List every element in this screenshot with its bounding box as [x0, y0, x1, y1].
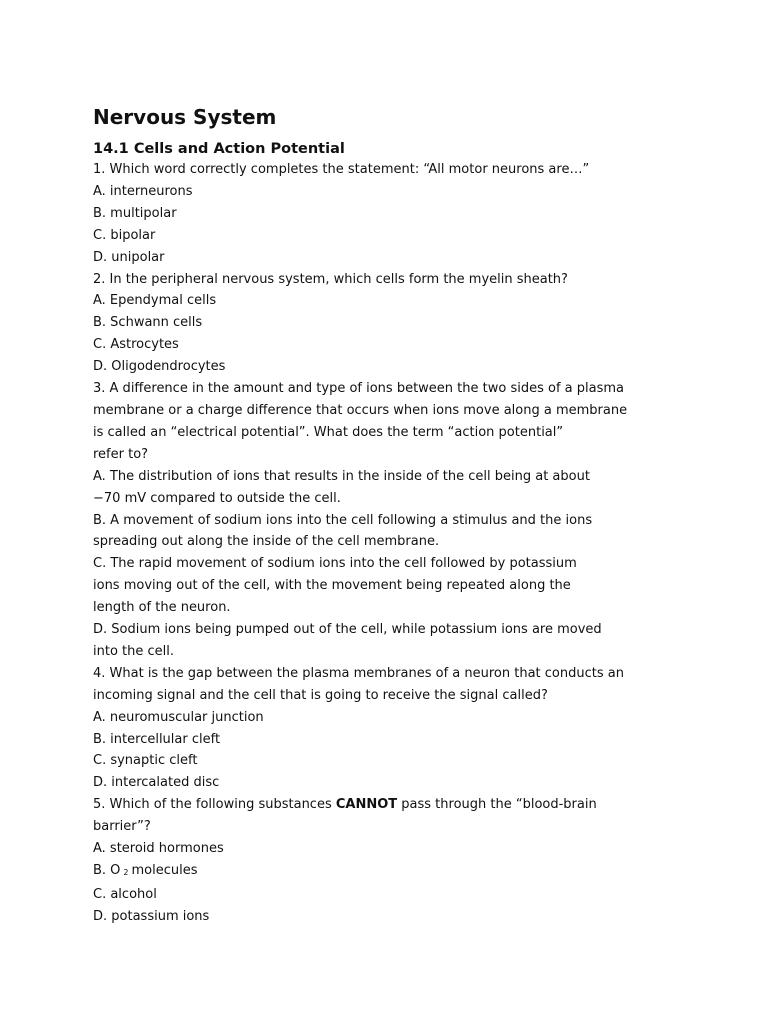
question-list	[93, 159, 653, 928]
question-3-option-c-line-1: C. The rapid movement of sodium ions into the cell followed by potassium	[93, 556, 577, 572]
question-3-option-c-line-3: length of the neuron.	[93, 600, 231, 616]
question-5-text-before: 5. Which of the following substances	[93, 797, 336, 813]
question-3-option-a-line-1: A. The distribution of ions that results in the inside of the cell being at about	[93, 468, 590, 484]
question-2-text: 2. In the peripheral nervous system, which cells form the myelin sheath?	[93, 271, 568, 287]
question-3-text-line-4: refer to?	[93, 446, 149, 462]
question-3-option-b-line-1: B. A movement of sodium ions into the cell following a stimulus and the ions	[93, 512, 593, 528]
question-5-option-c: C. alcohol	[93, 886, 157, 902]
document-page	[93, 104, 653, 928]
question-2-option-a: A. Ependymal cells	[93, 293, 217, 309]
question-3-option-a-line-2: −70 mV compared to outside the cell.	[93, 490, 341, 506]
question-3-text-line-1: 3. A difference in the amount and type of ions between the two sides of a plasma	[93, 381, 624, 397]
question-4-text-line-1: 4. What is the gap between the plasma membranes of a neuron that conducts an	[93, 665, 624, 681]
question-4-option-a: A. neuromuscular junction	[93, 709, 264, 725]
question-5-option-b-prefix: B. O	[93, 863, 121, 878]
question-5-option-a: A. steroid hormones	[93, 841, 224, 857]
question-4-option-d: D. intercalated disc	[93, 775, 220, 791]
question-5-text-after: pass through the “blood-brain	[397, 797, 597, 813]
question-5-option-d: D. potassium ions	[93, 908, 210, 924]
question-1-option-a: A. interneurons	[93, 183, 193, 199]
question-3-text-line-2: membrane or a charge difference that occurs when ions move along a membrane	[93, 402, 628, 418]
question-3-option-b-line-2: spreading out along the inside of the cell membrane.	[93, 534, 440, 550]
question-4-text-line-2: incoming signal and the cell that is going to receive the signal called?	[93, 687, 548, 703]
question-2-option-b: B. Schwann cells	[93, 315, 203, 331]
question-5-option-b-subscript: 2	[123, 868, 129, 877]
question-5-option-b-suffix: molecules	[131, 863, 198, 878]
question-1-option-b: B. multipolar	[93, 205, 177, 221]
section-heading: 14.1 Cells and Action Potential	[93, 141, 345, 157]
question-3-text-line-3: is called an “electrical potential”. What does the term “action potential”	[93, 424, 564, 440]
document-title: Nervous System	[93, 105, 277, 129]
question-5-text-line-1	[93, 794, 653, 816]
question-2-option-d: D. Oligodendrocytes	[93, 359, 226, 375]
question-2-option-c: C. Astrocytes	[93, 337, 179, 353]
question-1-option-c: C. bipolar	[93, 227, 156, 243]
question-4-option-c: C. synaptic cleft	[93, 753, 198, 769]
question-1-text: 1. Which word correctly completes the statement: “All motor neurons are…”	[93, 162, 590, 177]
question-5-emphasis: CANNOT	[335, 797, 398, 813]
question-4-option-b: B. intercellular cleft	[93, 731, 221, 747]
question-3-option-d-line-1: D. Sodium ions being pumped out of the cell, while potassium ions are moved	[93, 622, 602, 638]
question-3-option-c-line-2: ions moving out of the cell, with the movement being repeated along the	[93, 578, 571, 594]
question-5-option-b	[93, 860, 653, 884]
question-5-text-line-2: barrier”?	[93, 819, 151, 835]
question-1-option-d: D. unipolar	[93, 249, 165, 265]
question-3-option-d-line-2: into the cell.	[93, 643, 175, 659]
